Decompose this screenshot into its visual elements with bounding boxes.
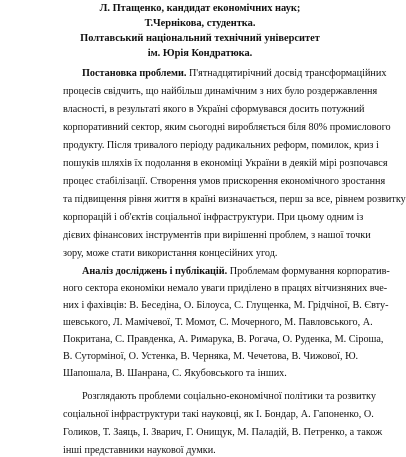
paragraph-line: соціальної інфраструктури такі науковці, як І. Бондар, А. Гапоненко, О. [63, 409, 374, 420]
paragraph-text: Проблемам формування корпоратив- [227, 266, 390, 277]
paragraph-line: корпоративний сектор, яким сьогодні виробляється біля 80% промислового [63, 122, 391, 133]
paragraph-text: П'ятнадцятирічний досвід трансформаційних [186, 68, 387, 79]
paragraph-line: ного сектора економіки немало уваги приділено в працях вітчизняних вче- [63, 283, 388, 294]
paragraph-line: пошуків шляхів їх подолання в економіці України в деякій мірі розпочався [63, 158, 388, 169]
paragraph-line [82, 67, 387, 80]
paragraph-line: інші представники наукової думки. [63, 445, 216, 456]
paragraph-line: Розглядають проблеми соціально-економічної політики та розвитку [82, 391, 376, 402]
paragraph-line: процес стабілізації. Створення умов прискорення економічного зростання [63, 176, 386, 187]
paragraph-line: Покритана, С. Правденка, А. Римарука, В. Рогача, О. Руденка, М. Сіроша, [63, 334, 384, 345]
section-heading: Постановка проблеми. [82, 68, 187, 79]
affiliation-name-line: ім. Юрія Кондратюка. [147, 48, 253, 59]
author-line-1: Л. Птащенко, кандидат економічних наук; [99, 3, 301, 14]
paragraph-line: та підвищення рівня життя в країні визначається, перш за все, рівнем розвитку [63, 194, 406, 205]
paragraph-line: В. Суторміної, О. Устенка, В. Черняка, М. Чечетова, В. Чижової, Ю. [63, 351, 359, 362]
paragraph-line: шевського, Л. Мамічевої, Т. Момот, С. Мочерного, М. Павловського, А. [63, 317, 373, 328]
paragraph-line: процесів свідчить, що найбільш динамічним з них було роздержавлення [63, 86, 378, 97]
section-heading: Аналіз досліджень і публікацій. [82, 266, 228, 277]
paragraph-line [82, 265, 390, 278]
affiliation-line: Полтавський національний технічний університет [80, 33, 320, 44]
paragraph-line: власності, в результаті якого в Україні сформувався досить потужний [63, 104, 365, 115]
paragraph-line: дієвих фінансових інструментів при вирішенні проблем, з нашої точки [63, 230, 371, 241]
paragraph-line: зору, може стати використання концесійних угод. [63, 248, 278, 259]
paragraph-line: них і фахівців: В. Беседіна, О. Білоуса, С. Глущенка, М. Грідчіної, В. Євту- [63, 300, 389, 311]
paragraph-line: продукту. Після тривалого періоду радикальних реформ, помилок, криз і [63, 140, 379, 151]
paragraph-line: Голиков, Т. Заяць, І. Зварич, Г. Онищук, М. Паладій, В. Петренко, а також [63, 427, 383, 438]
paragraph-line: корпорацій і об'єктів соціальної інфраструктури. При цьому одним із [63, 212, 364, 223]
paragraph-line: Шапошала, В. Шанрана, С. Якубовського та інших. [63, 368, 287, 379]
author-line-2: Т.Чернікова, студентка. [144, 18, 256, 29]
